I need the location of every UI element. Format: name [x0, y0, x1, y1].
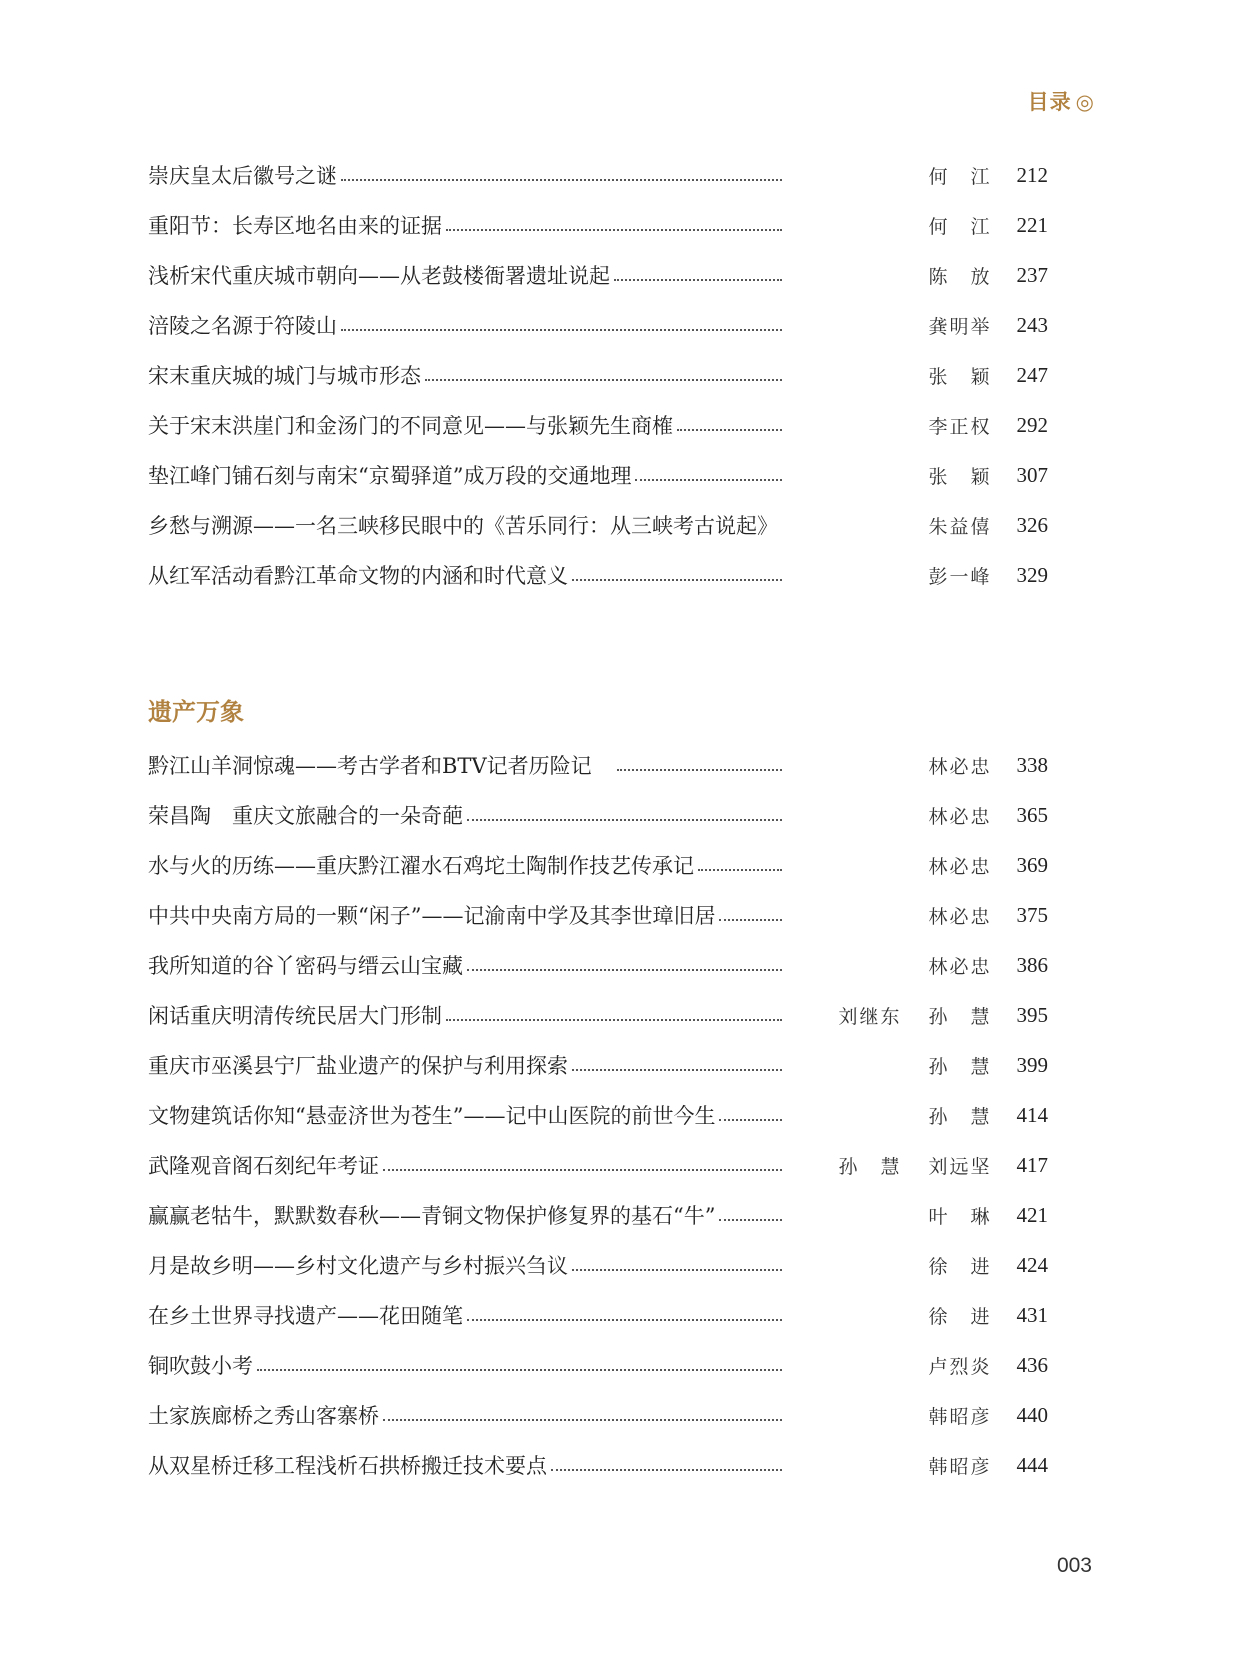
entry-authors — [790, 562, 1000, 589]
entry-authors — [790, 1302, 1000, 1329]
entry-author: 孙 慧 — [928, 1005, 992, 1028]
entry-title: 涪陵之名源于符陵山 — [148, 314, 337, 338]
entry-author: 林必忠 — [928, 905, 992, 928]
entry-page-number: 221 — [1016, 212, 1048, 237]
entry-author: 韩昭彦 — [928, 1405, 992, 1428]
entry-page-number: 399 — [1016, 1052, 1048, 1077]
header-title: 目录 — [1027, 90, 1072, 114]
entry-title: 黔江山羊洞惊魂——考古学者和BTV记者历险记 — [148, 754, 613, 778]
entry-authors — [790, 802, 1000, 829]
entry-page-number: 417 — [1016, 1152, 1048, 1177]
dot-leader — [446, 229, 782, 231]
toc-entry — [148, 1040, 1048, 1090]
entry-page-number: 326 — [1016, 512, 1048, 537]
toc-entry — [148, 990, 1048, 1040]
entry-author: 林必忠 — [928, 755, 992, 778]
toc-entry — [148, 1290, 1048, 1340]
entry-title: 水与火的历练——重庆黔江濯水石鸡坨土陶制作技艺传承记 — [148, 854, 694, 878]
entry-title: 崇庆皇太后徽号之谜 — [148, 164, 337, 188]
entry-author: 何 江 — [928, 165, 992, 188]
entry-page-number: 329 — [1016, 562, 1048, 587]
dot-leader — [572, 1269, 782, 1271]
toc-section-2 — [148, 740, 1048, 1490]
dot-leader — [383, 1419, 782, 1421]
entry-authors — [790, 212, 1000, 239]
dot-leader — [614, 279, 782, 281]
dot-leader — [572, 1069, 782, 1071]
entry-title: 重阳节：长寿区地名由来的证据 — [148, 214, 442, 238]
page-number: 003 — [1056, 1554, 1092, 1577]
dot-leader — [635, 479, 782, 481]
entry-page-number: 247 — [1016, 362, 1048, 387]
entry-authors — [790, 1102, 1000, 1129]
dot-leader — [467, 969, 782, 971]
toc-entry — [148, 550, 1048, 600]
dot-leader — [257, 1369, 782, 1371]
entry-title: 垫江峰门铺石刻与南宋“京蜀驿道”成万段的交通地理 — [148, 464, 632, 488]
entry-author: 徐 进 — [928, 1305, 992, 1328]
entry-title: 浅析宋代重庆城市朝向——从老鼓楼衙署遗址说起 — [148, 264, 610, 288]
entry-title: 重庆市巫溪县宁厂盐业遗产的保护与利用探索 — [148, 1054, 568, 1078]
toc-entry — [148, 1440, 1048, 1490]
entry-title: 土家族廊桥之秀山客寨桥 — [148, 1404, 379, 1428]
entry-title: 中共中央南方局的一颗“闲子”——记渝南中学及其李世璋旧居 — [148, 904, 716, 928]
entry-authors — [790, 362, 1000, 389]
entry-page-number: 292 — [1016, 412, 1048, 437]
entry-title: 闲话重庆明清传统民居大门形制 — [148, 1004, 442, 1028]
dot-leader — [719, 1119, 782, 1121]
toc-entry — [148, 400, 1048, 450]
entry-author: 刘远坚 — [928, 1155, 992, 1178]
entry-authors — [790, 462, 1000, 489]
toc-entry — [148, 740, 1048, 790]
entry-author: 卢烈炎 — [928, 1355, 992, 1378]
toc-entry — [148, 1090, 1048, 1140]
entry-author: 韩昭彦 — [928, 1455, 992, 1478]
section-heading: 遗产万象 — [148, 697, 244, 726]
dot-leader — [551, 1469, 782, 1471]
toc-entry — [148, 450, 1048, 500]
entry-page-number: 421 — [1016, 1202, 1048, 1227]
toc-entry — [148, 350, 1048, 400]
entry-title: 从双星桥迁移工程浅析石拱桥搬迁技术要点 — [148, 1454, 547, 1478]
entry-authors — [790, 412, 1000, 439]
dot-leader — [572, 579, 782, 581]
entry-authors — [790, 1352, 1000, 1379]
entry-authors — [790, 852, 1000, 879]
entry-author: 李正权 — [928, 415, 992, 438]
entry-page-number: 424 — [1016, 1252, 1048, 1277]
entry-page-number: 307 — [1016, 462, 1048, 487]
toc-entry — [148, 1240, 1048, 1290]
entry-authors — [790, 1202, 1000, 1229]
toc-entry — [148, 150, 1048, 200]
dot-leader — [383, 1169, 782, 1171]
entry-page-number: 431 — [1016, 1302, 1048, 1327]
entry-title: 我所知道的谷丫密码与缙云山宝藏 — [148, 954, 463, 978]
entry-author: 孙 慧 — [928, 1105, 992, 1128]
entry-title: 武隆观音阁石刻纪年考证 — [148, 1154, 379, 1178]
entry-author: 陈 放 — [928, 265, 992, 288]
dot-leader — [698, 869, 782, 871]
page-header — [1028, 86, 1095, 116]
entry-page-number: 386 — [1016, 952, 1048, 977]
entry-page-number: 338 — [1016, 752, 1048, 777]
toc-entry — [148, 840, 1048, 890]
toc-section-1 — [148, 150, 1048, 600]
dot-leader — [341, 179, 782, 181]
entry-authors — [790, 752, 1000, 779]
toc-entry — [148, 250, 1048, 300]
entry-title: 乡愁与溯源——一名三峡移民眼中的《苦乐同行：从三峡考古说起》 — [148, 514, 778, 538]
entry-page-number: 440 — [1016, 1402, 1048, 1427]
entry-title: 在乡土世界寻找遗产——花田随笔 — [148, 1304, 463, 1328]
entry-authors — [790, 162, 1000, 189]
entry-title: 月是故乡明——乡村文化遗产与乡村振兴刍议 — [148, 1254, 568, 1278]
entry-authors — [790, 1252, 1000, 1279]
entry-author: 朱益僖 — [928, 515, 992, 538]
dot-leader — [617, 769, 782, 771]
toc-entry — [148, 1390, 1048, 1440]
entry-authors — [790, 1452, 1000, 1479]
toc-entry — [148, 300, 1048, 350]
entry-page-number: 243 — [1016, 312, 1048, 337]
entry-authors — [790, 1002, 1000, 1029]
toc-entry — [148, 1140, 1048, 1190]
toc-entry — [148, 200, 1048, 250]
entry-authors — [790, 262, 1000, 289]
entry-title: 宋末重庆城的城门与城市形态 — [148, 364, 421, 388]
entry-page-number: 395 — [1016, 1002, 1048, 1027]
entry-authors — [790, 1402, 1000, 1429]
entry-author: 林必忠 — [928, 955, 992, 978]
toc-entry — [148, 1340, 1048, 1390]
entry-title: 荣昌陶 重庆文旅融合的一朵奇葩 — [148, 804, 463, 828]
entry-title: 关于宋末洪崖门和金汤门的不同意见——与张颖先生商榷 — [148, 414, 673, 438]
dot-leader — [425, 379, 782, 381]
dot-leader — [719, 919, 782, 921]
entry-author: 刘继东 — [838, 1005, 902, 1028]
entry-page-number: 444 — [1016, 1452, 1048, 1477]
dot-leader — [467, 1319, 782, 1321]
entry-title: 从红军活动看黔江革命文物的内涵和时代意义 — [148, 564, 568, 588]
entry-author: 张 颖 — [928, 365, 992, 388]
entry-author: 林必忠 — [928, 855, 992, 878]
entry-authors — [790, 902, 1000, 929]
entry-author: 彭一峰 — [928, 565, 992, 588]
toc-entry — [148, 500, 1048, 550]
dot-leader — [467, 819, 782, 821]
entry-author: 张 颖 — [928, 465, 992, 488]
toc-entry — [148, 1190, 1048, 1240]
entry-author: 龚明举 — [928, 315, 992, 338]
toc-entry — [148, 940, 1048, 990]
toc-entry — [148, 890, 1048, 940]
entry-page-number: 414 — [1016, 1102, 1048, 1127]
entry-page-number: 237 — [1016, 262, 1048, 287]
entry-page-number: 375 — [1016, 902, 1048, 927]
toc-entry — [148, 790, 1048, 840]
entry-title: 文物建筑话你知“悬壶济世为苍生”——记中山医院的前世今生 — [148, 1104, 716, 1128]
entry-page-number: 369 — [1016, 852, 1048, 877]
entry-title: 赢赢老牯牛，默默数春秋——青铜文物保护修复界的基石“牛” — [148, 1204, 716, 1228]
entry-authors — [790, 1152, 1000, 1179]
entry-authors — [790, 952, 1000, 979]
entry-authors — [790, 312, 1000, 339]
entry-title: 铜吹鼓小考 — [148, 1354, 253, 1378]
entry-authors — [790, 512, 1000, 539]
entry-page-number: 365 — [1016, 802, 1048, 827]
entry-author: 徐 进 — [928, 1255, 992, 1278]
dot-leader — [719, 1219, 782, 1221]
dot-leader — [341, 329, 782, 331]
entry-author: 林必忠 — [928, 805, 992, 828]
entry-author: 孙 慧 — [928, 1055, 992, 1078]
header-mark: ◎ — [1075, 90, 1095, 114]
dot-leader — [677, 429, 782, 431]
dot-leader — [446, 1019, 782, 1021]
entry-authors — [790, 1052, 1000, 1079]
entry-author: 何 江 — [928, 215, 992, 238]
entry-author: 孙 慧 — [838, 1155, 902, 1178]
entry-author: 叶 琳 — [928, 1205, 992, 1228]
entry-page-number: 212 — [1016, 162, 1048, 187]
entry-page-number: 436 — [1016, 1352, 1048, 1377]
